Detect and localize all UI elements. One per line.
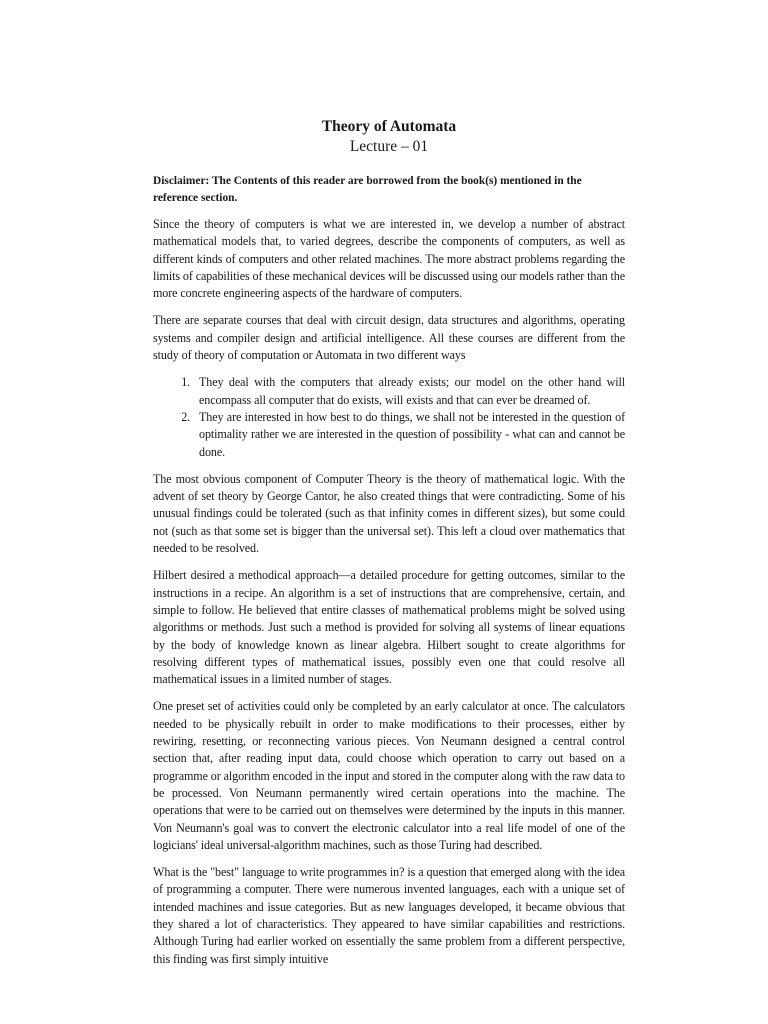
document-title: Theory of Automata (321, 118, 457, 135)
list-item: 1. They deal with the computers that already exists; our model on the other hand will encompass all computer that do exists, will exists and that can ever be dreamed of. (193, 374, 625, 409)
paragraph-languages: What is the "best" language to write programmes in? is a question that emerged along with the idea of programming a computer. There were numerous invented languages, each with a unique set of intended machines and issue categories. But as new languages developed, it became obvious that they shared a lot of characteristics. They appeared to have similar capabilities and restrictions. Although Turing had earlier worked on essentially the same problem from a different perspective, this finding was first simply intuitive (153, 865, 625, 966)
document-page (153, 118, 625, 968)
paragraph-logic: The most obvious component of Computer Theory is the theory of mathematical logic. With the advent of set theory by George Cantor, he also created things that were contradicting. Some of his unusual findings could be tolerated (such as that infinity comes in different sizes), but some could not (such as that some set is bigger than the universal set). This left a cloud over mathematics that needed to be resolved. (153, 471, 625, 556)
disclaimer-text: Disclaimer: The Contents of this reader are borrowed from the book(s) mentioned in the reference section. (153, 175, 582, 204)
differences-list (153, 374, 625, 460)
paragraph-courses: There are separate courses that deal with circuit design, data structures and algorithms, operating systems and compiler design and artificial intelligence. All these courses are different from the study of theory of computation or Automata in two different ways (153, 313, 625, 363)
paragraph-hilbert: Hilbert desired a methodical approach—a detailed procedure for getting outcomes, similar to the instructions in a recipe. An algorithm is a set of instructions that are comprehensive, certain, and simple to follow. He believed that entire classes of mathematical problems might be solved using algorithms or methods. Just such a method is provided for solving all systems of linear equations by the body of knowledge known as linear algebra. Hilbert sought to create algorithms for resolving different types of mathematical issues, possibly even one that could resolve all mathematical issues in a limited number of stages. (153, 568, 625, 687)
paragraph-intro: Since the theory of computers is what we are interested in, we develop a number of abstract mathematical models that, to varied degrees, describe the components of computers, as well as different kinds of computers and other related machines. The more abstract problems regarding the limits of capabilities of these mechanical devices will be discussed using our models rather than the more concrete engineering aspects of the hardware of computers. (153, 217, 625, 301)
paragraph-von-neumann: One preset set of activities could only be completed by an early calculator at once. The calculators needed to be physically rebuilt in order to make modifications to their processes, either by rewiring, resetting, or reconnecting various pieces. Von Neumann designed a central control section that, after reading input data, could choose which operation to carry out based on a programme or algorithm encoded in the input and stored in the computer along with the raw data to be processed. Von Neumann permanently wired certain operations into the machine. The operations that were to be carried out on themselves were determined by the inputs in this manner. Von Neumann's goal was to convert the electronic calculator into a real life model of one of the logicians' ideal universal-algorithm machines, such as those Turing had described. (153, 699, 625, 852)
lecture-number: Lecture – 01 (349, 138, 429, 155)
list-item: 2. They are interested in how best to do things, we shall not be interested in the question of optimality rather we are interested in the question of possibility - what can and cannot be done. (193, 409, 625, 461)
